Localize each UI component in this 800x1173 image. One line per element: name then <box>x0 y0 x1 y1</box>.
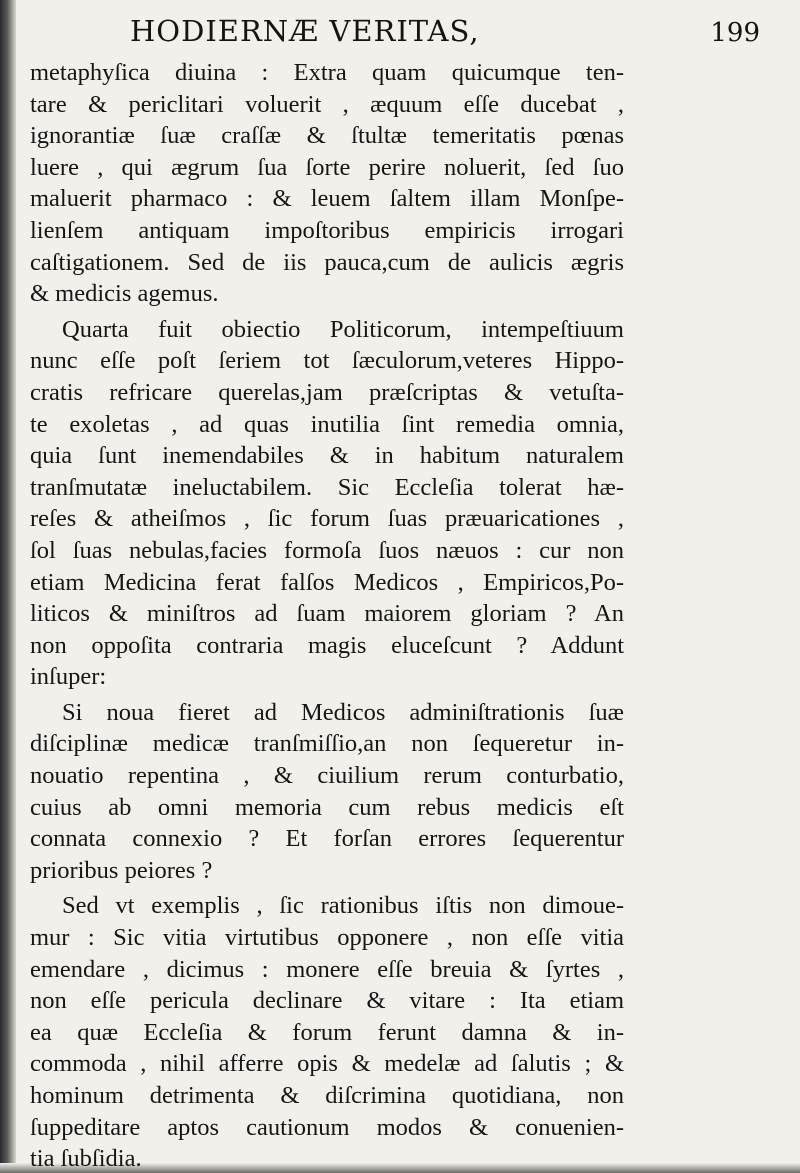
text-line: ſol ſuas nebulas,facies formoſa ſuos næuos : cur non <box>30 536 624 564</box>
text-line: tare & periclitari voluerit , æquum eſſe ducebat , <box>30 90 624 118</box>
text-line: te exoletas , ad quas inutilia ſint remedia omnia, <box>30 410 624 438</box>
text-line: & medicis agemus. <box>30 280 219 308</box>
text-line: caſtigationem. Sed de iis pauca,cum de aulicis ægris <box>30 248 624 276</box>
text-line: hominum detrimenta & diſcrimina quotidiana, non <box>30 1082 624 1109</box>
text-line: ignorantiæ ſuæ craſſæ & ſtultæ temeritatis pœnas <box>30 122 624 150</box>
text-line: nunc eſſe poſt ſeriem tot ſæculorum,veteres Hippo- <box>30 347 624 375</box>
running-title: HODIERNÆ VERITAS, <box>130 14 480 48</box>
text-line: commoda , nihil afferre opis & medelæ ad ſalutis ; & <box>30 1050 624 1078</box>
text-line: Si noua fieret ad Medicos adminiſtrationis ſuæ <box>62 698 624 726</box>
text-line: Quarta fuit obiectio Politicorum, intempeſtiuum <box>62 315 624 343</box>
text-line: cratis refricare querelas,jam præſcriptas & vetuſta- <box>30 378 624 406</box>
page-number: 199 <box>710 18 760 48</box>
text-line: metaphyſica diuina : Extra quam quicumque ten- <box>30 59 624 86</box>
text-line: cuius ab omni memoria cum rebus medicis eſt <box>30 793 624 821</box>
text-line: nouatio repentina , & ciuilium rerum conturbatio, <box>30 762 624 790</box>
text-line: tia ſubſidia. <box>30 1145 142 1173</box>
text-line: lienſem antiquam impoſtoribus empiricis irrogari <box>30 216 624 244</box>
text-line: non eſſe pericula declinare & vitare : Ita etiam <box>30 987 624 1015</box>
text-line: maluerit pharmaco : & leuem ſaltem illam Monſpe- <box>30 185 624 213</box>
text-line: tranſmutatæ ineluctabilem. Sic Eccleſia tolerat hæ- <box>30 473 624 501</box>
text-line: connata connexio ? Et forſan errores ſequerentur <box>30 825 624 853</box>
text-line: reſes & atheiſmos , ſic forum ſuas præuaricationes , <box>30 505 624 533</box>
text-line: quia ſunt inemendabiles & in habitum naturalem <box>30 442 624 470</box>
text-line: mur : Sic vitia virtutibus opponere , non eſſe vitia <box>30 924 624 952</box>
text-line: inſuper: <box>30 663 107 691</box>
text-line: diſciplinæ medicæ tranſmiſſio,an non ſequeretur in- <box>30 730 624 758</box>
page-gutter-shadow <box>0 0 16 1173</box>
text-line: non oppoſita contraria magis eluceſcunt ? Addunt <box>30 631 624 659</box>
text-line: ea quæ Eccleſia & forum ferunt damna & in- <box>30 1018 624 1046</box>
text-line: luere , qui ægrum ſua ſorte perire noluerit, ſed ſuo <box>30 153 624 181</box>
text-line: etiam Medicina ferat falſos Medicos , Empiricos,Po- <box>30 568 624 596</box>
body-text <box>30 57 790 1173</box>
running-head <box>120 14 760 54</box>
text-line: Sed vt exemplis , ſic rationibus iſtis non dimoue- <box>62 892 624 920</box>
text-line: prioribus peiores ? <box>30 856 213 884</box>
text-line: ſuppeditare aptos cautionum modos & conuenien- <box>30 1113 624 1141</box>
text-line: emendare , dicimus : monere eſſe breuia & ſyrtes , <box>30 955 624 983</box>
text-line: liticos & miniſtros ad ſuam maiorem gloriam ? An <box>30 600 624 628</box>
